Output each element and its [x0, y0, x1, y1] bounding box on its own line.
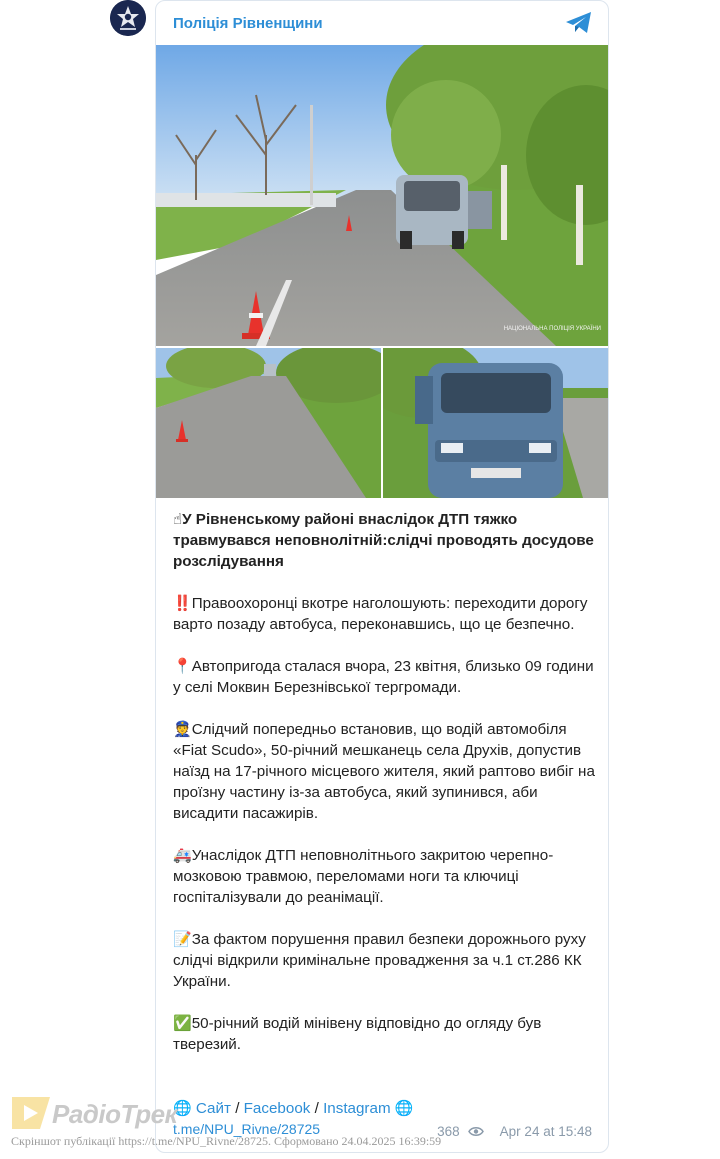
road-accident-photo: [156, 45, 609, 346]
paragraph: 📝За фактом порушення правил безпеки дорожнього руху слідчі відкрили кримінальне провадження за ч.1 ст.286 КК України.: [173, 930, 586, 990]
photo-secondary-2[interactable]: [383, 348, 609, 498]
paragraph: 👮Слідчий попередньо встановив, що водій автомобіля «Fiat Scudo», 50-річний мешканець села Друхів, допустив наїзд на 17-річного місцевого жителя, який раптово вибіг на проїзну частину із-за автобуса, який зупинився, аби висадити пасажирів.: [173, 720, 595, 822]
paragraph: 🚑Унаслідок ДТП неповнолітнього закритою черепно-мозковою травмою, переломами ноги та ключиці госпіталізували до реанімації.: [173, 846, 554, 906]
paragraph: ‼️Правоохоронці вкотре наголошують: переходити дорогу варто позаду автобуса, переконавшись, що це безпечно.: [173, 594, 588, 633]
facebook-link[interactable]: Facebook: [243, 1100, 311, 1117]
screenshot-footnote: Скріншот публікації https://t.me/NPU_Rivne/28725. Сформовано 24.04.2025 16:39:59: [11, 1134, 442, 1148]
post-header: [156, 1, 608, 45]
police-officer-icon: 👮: [173, 720, 192, 738]
views-count: 368: [437, 1124, 460, 1139]
photo-watermark: НАЦІОНАЛЬНА ПОЛІЦІЯ УКРАЇНИ: [503, 326, 601, 332]
post-meta: [437, 1124, 592, 1139]
telegram-icon[interactable]: [565, 11, 593, 35]
eye-icon: [468, 1126, 484, 1137]
pin-icon: 📍: [173, 657, 192, 675]
memo-icon: 📝: [173, 930, 192, 948]
van-photo: [383, 348, 609, 498]
police-badge-icon: [110, 0, 146, 36]
globe-icon: 🌐: [394, 1099, 414, 1117]
post-text: [173, 509, 598, 1076]
photo-secondary-1[interactable]: [156, 348, 381, 498]
post-url-link[interactable]: t.me/NPU_Rivne/28725: [173, 1121, 321, 1137]
channel-avatar[interactable]: [110, 0, 146, 36]
post-title: ☝У Рівненському районі внаслідок ДТП тяжко травмувався неповнолітній:слідчі проводять досудове розслідування: [173, 510, 594, 570]
channel-name[interactable]: Поліція Рівненщини: [173, 15, 323, 32]
post-date[interactable]: Apr 24 at 15:48: [499, 1124, 592, 1139]
pointing-up-icon: ☝: [173, 510, 183, 528]
site-link[interactable]: Сайт: [195, 1100, 231, 1117]
globe-icon: 🌐: [173, 1099, 192, 1117]
road-photo: [156, 348, 381, 498]
instagram-link[interactable]: Instagram: [323, 1100, 391, 1117]
paragraph: 📍Автопригода сталася вчора, 23 квітня, близько 09 години у селі Моквин Березнівської тергромади.: [173, 657, 594, 696]
photo-main[interactable]: [156, 45, 609, 346]
watermark-brand: РадіоТрек: [52, 1099, 178, 1129]
post-links: 🌐 Сайт / Facebook / Instagram 🌐 t.me/NPU_Rivne/28725: [173, 1099, 414, 1137]
double-exclamation-icon: ‼️: [173, 594, 192, 612]
paragraph: ✅50-річний водій мінівену відповідно до огляду був тверезий.: [173, 1014, 542, 1053]
check-mark-icon: ✅: [173, 1014, 192, 1032]
ambulance-icon: 🚑: [173, 846, 192, 864]
post-card: [155, 0, 609, 1153]
